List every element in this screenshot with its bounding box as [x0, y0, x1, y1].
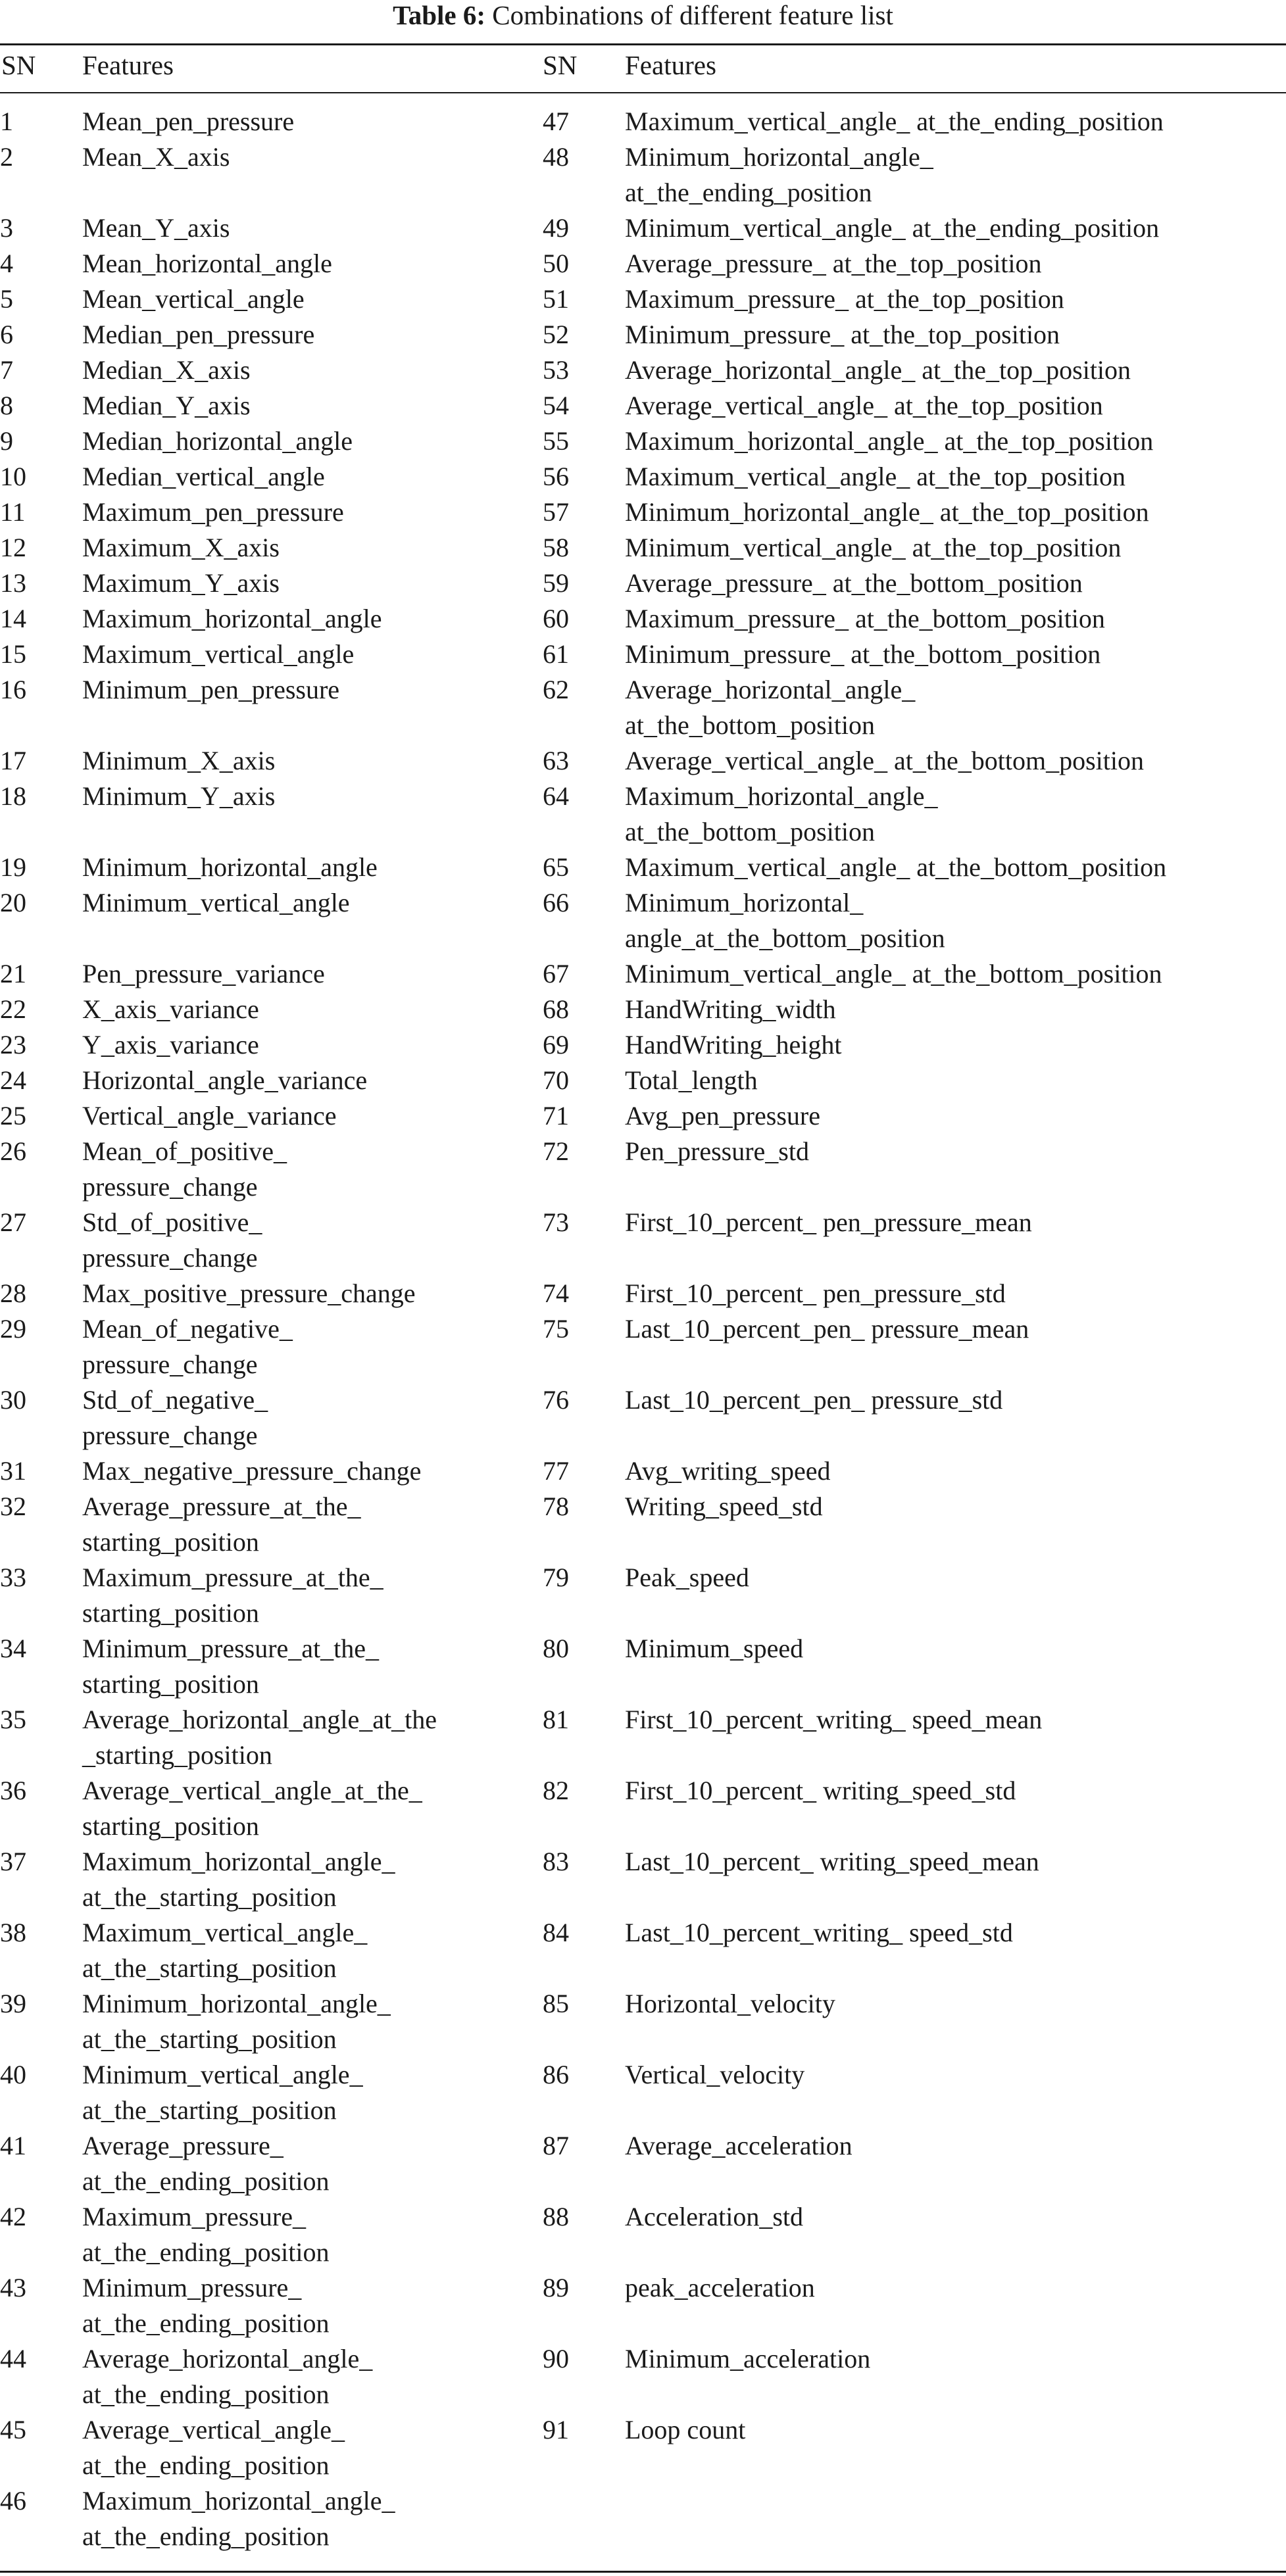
feature-right-cell: Minimum_vertical_angle_ at_the_bottom_position [625, 959, 1162, 988]
sn-right-cell: 54 [543, 391, 569, 420]
feature-left-cell: Minimum_vertical_angle_ at_the_starting_position [82, 2060, 363, 2125]
sn-left-cell: 12 [0, 533, 26, 562]
feature-left-cell: Maximum_X_axis [82, 533, 280, 562]
table-row [0, 956, 1286, 992]
sn-left-cell: 35 [0, 1705, 26, 1734]
feature-left-cell: Maximum_horizontal_angle_ at_the_starting_position [82, 1847, 395, 1912]
feature-right-cell: Vertical_velocity [625, 2060, 805, 2089]
sn-right-cell: 71 [543, 1101, 569, 1130]
table-row [0, 246, 1286, 281]
feature-right-cell: Avg_pen_pressure [625, 1101, 820, 1130]
feature-left-cell: Mean_pen_pressure [82, 107, 295, 136]
sn-right-cell: 72 [543, 1136, 569, 1166]
table-row [0, 1986, 1286, 2057]
sn-left-cell: 38 [0, 1918, 26, 1947]
sn-right-cell: 78 [543, 1492, 569, 1521]
feature-right-cell: Last_10_percent_writing_ speed_std [625, 1918, 1013, 1947]
feature-left-cell: Pen_pressure_variance [82, 959, 325, 988]
sn-right-cell: 86 [543, 2060, 569, 2089]
table-row [0, 1844, 1286, 1915]
sn-left-cell: 10 [0, 462, 26, 491]
feature-right-cell: First_10_percent_ pen_pressure_mean [625, 1207, 1032, 1237]
table-row [0, 1631, 1286, 1702]
table-row [0, 566, 1286, 601]
table-row [0, 1453, 1286, 1489]
sn-right-cell: 53 [543, 355, 569, 385]
feature-right-cell: First_10_percent_ writing_speed_std [625, 1776, 1016, 1805]
table-row [0, 352, 1286, 388]
sn-right-cell: 82 [543, 1776, 569, 1805]
feature-left-cell: Average_vertical_angle_at_the_ starting_position [82, 1776, 422, 1841]
table-row [0, 1098, 1286, 1134]
feature-right-cell: Minimum_horizontal_angle_ at_the_ending_position [625, 142, 933, 207]
table-caption-text: Combinations of different feature list [492, 0, 893, 30]
table-row [0, 1560, 1286, 1631]
feature-right-cell: Average_horizontal_angle_ at_the_top_position [625, 355, 1131, 385]
feature-left-cell: Average_pressure_at_the_ starting_position [82, 1492, 361, 1557]
feature-left-cell: Minimum_vertical_angle [82, 888, 350, 917]
sn-right-cell: 52 [543, 320, 569, 349]
sn-left-cell: 15 [0, 639, 26, 669]
table-row [0, 2128, 1286, 2199]
table-row [0, 779, 1286, 850]
feature-right-cell: HandWriting_height [625, 1030, 842, 1059]
sn-right-cell [543, 2483, 625, 2554]
sn-left-cell: 25 [0, 1101, 26, 1130]
sn-left-cell: 44 [0, 2344, 26, 2373]
sn-left-cell: 14 [0, 604, 26, 633]
feature-right-cell: Minimum_pressure_ at_the_bottom_position [625, 639, 1101, 669]
sn-left-cell: 7 [0, 355, 13, 385]
feature-right-cell: Maximum_vertical_angle_ at_the_top_position [625, 462, 1125, 491]
feature-right-cell: Minimum_vertical_angle_ at_the_ending_position [625, 213, 1160, 243]
feature-right-cell: Average_vertical_angle_ at_the_bottom_position [625, 746, 1145, 775]
table-row [0, 424, 1286, 459]
sn-left-cell: 34 [0, 1634, 26, 1663]
sn-left-cell: 37 [0, 1847, 26, 1876]
feature-right-cell: Pen_pressure_std [625, 1136, 809, 1166]
feature-right-cell: peak_acceleration [625, 2273, 815, 2302]
sn-left-cell: 16 [0, 675, 26, 704]
sn-right-cell: 76 [543, 1385, 569, 1415]
feature-right-cell: Maximum_vertical_angle_ at_the_bottom_position [625, 852, 1167, 882]
feature-right-cell: Minimum_horizontal_ angle_at_the_bottom_position [625, 888, 945, 953]
feature-right-cell: Writing_speed_std [625, 1492, 823, 1521]
sn-right-cell: 90 [543, 2344, 569, 2373]
feature-right-cell: Average_horizontal_angle_ at_the_bottom_position [625, 675, 916, 740]
sn-left-cell: 11 [0, 497, 26, 527]
feature-right-cell: Average_pressure_ at_the_top_position [625, 249, 1042, 278]
feature-right-cell: Maximum_pressure_ at_the_bottom_position [625, 604, 1105, 633]
feature-left-cell: Minimum_pressure_at_the_ starting_position [82, 1634, 380, 1699]
table-row [0, 281, 1286, 317]
sn-right-cell: 49 [543, 213, 569, 243]
feature-right-cell: Peak_speed [625, 1563, 749, 1592]
feature-left-cell: Maximum_vertical_angle [82, 639, 355, 669]
sn-right-cell: 87 [543, 2131, 569, 2160]
sn-left-cell: 36 [0, 1776, 26, 1805]
sn-left-cell: 28 [0, 1278, 26, 1308]
feature-left-cell: Maximum_vertical_angle_ at_the_starting_position [82, 1918, 368, 1983]
sn-right-cell: 73 [543, 1207, 569, 1237]
sn-left-cell: 32 [0, 1492, 26, 1521]
table-row [0, 1134, 1286, 1205]
feature-left-cell: Median_pen_pressure [82, 320, 315, 349]
sn-right-cell: 91 [543, 2415, 569, 2444]
table-row [0, 530, 1286, 566]
sn-left-cell: 31 [0, 1456, 26, 1486]
sn-left-cell: 46 [0, 2486, 26, 2515]
table-row [0, 1311, 1286, 1382]
feature-left-cell: Mean_Y_axis [82, 213, 230, 243]
sn-left-cell: 23 [0, 1030, 26, 1059]
table-row [0, 672, 1286, 743]
table-row [0, 1773, 1286, 1844]
feature-right-cell: Last_10_percent_pen_ pressure_mean [625, 1314, 1029, 1344]
sn-left-cell: 13 [0, 568, 26, 598]
sn-left-cell: 19 [0, 852, 26, 882]
table-row [0, 1063, 1286, 1098]
sn-left-cell: 18 [0, 781, 26, 811]
table-row [0, 495, 1286, 530]
feature-left-cell: Maximum_pen_pressure [82, 497, 344, 527]
table-top-rule [0, 43, 1286, 45]
feature-right-cell: Maximum_pressure_ at_the_top_position [625, 284, 1064, 314]
table-row [0, 850, 1286, 885]
sn-right-cell: 81 [543, 1705, 569, 1734]
feature-left-cell: Average_vertical_angle_ at_the_ending_position [82, 2415, 345, 2480]
sn-right-cell: 74 [543, 1278, 569, 1308]
table-row [0, 2270, 1286, 2341]
table-row [0, 317, 1286, 352]
table-row [0, 1027, 1286, 1063]
sn-left-cell: 45 [0, 2415, 26, 2444]
feature-left-cell: Vertical_angle_variance [82, 1101, 337, 1130]
table-row [0, 1702, 1286, 1773]
sn-left-cell: 3 [0, 213, 13, 243]
sn-right-cell: 63 [543, 746, 569, 775]
table-bottom-rule [0, 2571, 1286, 2573]
sn-right-cell: 83 [543, 1847, 569, 1876]
feature-right-cell: Acceleration_std [625, 2202, 803, 2231]
table-row [0, 601, 1286, 637]
sn-left-cell: 5 [0, 284, 13, 314]
feature-left-cell: Maximum_pressure_ at_the_ending_position [82, 2202, 330, 2267]
sn-left-cell: 41 [0, 2131, 26, 2160]
sn-left-cell: 43 [0, 2273, 26, 2302]
sn-right-cell: 58 [543, 533, 569, 562]
table-row [0, 2199, 1286, 2270]
table-header-rule [0, 92, 1286, 93]
sn-right-cell: 85 [543, 1989, 569, 2018]
feature-left-cell: Average_pressure_ at_the_ending_position [82, 2131, 330, 2196]
sn-left-cell: 22 [0, 994, 26, 1024]
table-row [0, 2483, 1286, 2554]
feature-left-cell: Maximum_pressure_at_the_ starting_position [82, 1563, 383, 1628]
sn-right-cell: 65 [543, 852, 569, 882]
table-row [0, 1205, 1286, 1276]
header-sn-right: SN [543, 50, 578, 80]
header-sn-left: SN [1, 50, 36, 80]
feature-right-cell: Average_vertical_angle_ at_the_top_position [625, 391, 1103, 420]
sn-right-cell: 60 [543, 604, 569, 633]
sn-left-cell: 33 [0, 1563, 26, 1592]
feature-left-cell: Median_horizontal_angle [82, 426, 353, 456]
feature-right-cell: Average_pressure_ at_the_bottom_position [625, 568, 1083, 598]
sn-left-cell: 2 [0, 142, 13, 172]
sn-left-cell: 39 [0, 1989, 26, 2018]
feature-right-cell: Minimum_horizontal_angle_ at_the_top_position [625, 497, 1149, 527]
sn-right-cell: 80 [543, 1634, 569, 1663]
feature-left-cell: Minimum_X_axis [82, 746, 276, 775]
feature-left-cell: Mean_of_negative_ pressure_change [82, 1314, 293, 1379]
sn-right-cell: 64 [543, 781, 569, 811]
feature-left-cell: Median_Y_axis [82, 391, 251, 420]
feature-right-cell: Last_10_percent_pen_ pressure_std [625, 1385, 1003, 1415]
feature-right-cell: First_10_percent_ pen_pressure_std [625, 1278, 1006, 1308]
sn-right-cell: 89 [543, 2273, 569, 2302]
sn-right-cell: 62 [543, 675, 569, 704]
table-row [0, 139, 1286, 210]
feature-left-cell: Maximum_horizontal_angle_ at_the_ending_position [82, 2486, 395, 2551]
sn-right-cell: 70 [543, 1065, 569, 1095]
sn-left-cell: 42 [0, 2202, 26, 2231]
feature-left-cell: Horizontal_angle_variance [82, 1065, 368, 1095]
feature-left-cell: Mean_X_axis [82, 142, 230, 172]
sn-left-cell: 8 [0, 391, 13, 420]
table-row [0, 2341, 1286, 2412]
table-row [0, 459, 1286, 495]
sn-right-cell: 50 [543, 249, 569, 278]
sn-left-cell: 24 [0, 1065, 26, 1095]
feature-right-cell: Total_length [625, 1065, 758, 1095]
feature-right-cell: Minimum_pressure_ at_the_top_position [625, 320, 1060, 349]
sn-left-cell: 40 [0, 2060, 26, 2089]
table-row [0, 210, 1286, 246]
feature-right-cell: Last_10_percent_ writing_speed_mean [625, 1847, 1039, 1876]
feature-left-cell: Std_of_negative_ pressure_change [82, 1385, 268, 1450]
sn-left-cell: 29 [0, 1314, 26, 1344]
sn-right-cell: 55 [543, 426, 569, 456]
table-row [0, 2412, 1286, 2483]
table-row [0, 1276, 1286, 1311]
feature-left-cell: Minimum_horizontal_angle_ at_the_starting_position [82, 1989, 391, 2054]
feature-left-cell: Minimum_Y_axis [82, 781, 276, 811]
sn-right-cell: 59 [543, 568, 569, 598]
table-row [0, 743, 1286, 779]
sn-right-cell: 56 [543, 462, 569, 491]
sn-left-cell: 26 [0, 1136, 26, 1166]
table-row [0, 1382, 1286, 1453]
sn-right-cell: 57 [543, 497, 569, 527]
feature-left-cell: Mean_of_positive_ pressure_change [82, 1136, 287, 1202]
feature-right-cell [625, 2483, 1286, 2554]
sn-right-cell: 75 [543, 1314, 569, 1344]
table-row [0, 1489, 1286, 1560]
feature-left-cell: Average_horizontal_angle_at_the _starting_position [82, 1705, 437, 1770]
sn-right-cell: 66 [543, 888, 569, 917]
sn-right-cell: 77 [543, 1456, 569, 1486]
feature-right-cell: Loop count [625, 2415, 746, 2444]
feature-right-cell: Minimum_speed [625, 1634, 804, 1663]
sn-right-cell: 84 [543, 1918, 569, 1947]
sn-right-cell: 69 [543, 1030, 569, 1059]
feature-right-cell: Maximum_vertical_angle_ at_the_ending_position [625, 107, 1164, 136]
feature-left-cell: Max_negative_pressure_change [82, 1456, 422, 1486]
feature-left-cell: Mean_vertical_angle [82, 284, 305, 314]
sn-right-cell: 68 [543, 994, 569, 1024]
feature-left-cell: Std_of_positive_ pressure_change [82, 1207, 262, 1273]
sn-left-cell: 4 [0, 249, 13, 278]
feature-right-cell: Average_acceleration [625, 2131, 853, 2160]
sn-left-cell: 1 [0, 107, 13, 136]
feature-left-cell: Average_horizontal_angle_ at_the_ending_position [82, 2344, 373, 2409]
feature-right-cell: Maximum_horizontal_angle_ at_the_top_position [625, 426, 1154, 456]
feature-right-cell: Avg_writing_speed [625, 1456, 831, 1486]
table-row [0, 637, 1286, 672]
feature-left-cell: Minimum_pen_pressure [82, 675, 340, 704]
feature-right-cell: First_10_percent_writing_ speed_mean [625, 1705, 1043, 1734]
table-row [0, 885, 1286, 956]
table-row [0, 388, 1286, 424]
feature-left-cell: Median_X_axis [82, 355, 251, 385]
table-caption-label: Table 6: [393, 0, 486, 30]
sn-left-cell: 20 [0, 888, 26, 917]
sn-left-cell: 6 [0, 320, 13, 349]
table-row [0, 1915, 1286, 1986]
sn-right-cell: 51 [543, 284, 569, 314]
sn-left-cell: 21 [0, 959, 26, 988]
table-row [0, 992, 1286, 1027]
feature-left-cell: X_axis_variance [82, 994, 259, 1024]
feature-left-cell: Maximum_horizontal_angle [82, 604, 382, 633]
feature-left-cell: Y_axis_variance [82, 1030, 259, 1059]
feature-right-cell: HandWriting_width [625, 994, 836, 1024]
sn-right-cell: 67 [543, 959, 569, 988]
feature-left-cell: Minimum_horizontal_angle [82, 852, 378, 882]
feature-right-cell: Horizontal_velocity [625, 1989, 835, 2018]
feature-left-cell: Minimum_pressure_ at_the_ending_position [82, 2273, 330, 2338]
feature-right-cell: Minimum_vertical_angle_ at_the_top_position [625, 533, 1122, 562]
sn-left-cell: 30 [0, 1385, 26, 1415]
feature-left-cell: Median_vertical_angle [82, 462, 325, 491]
table-caption [0, 0, 1286, 41]
sn-left-cell: 17 [0, 746, 26, 775]
sn-right-cell: 61 [543, 639, 569, 669]
feature-left-cell: Max_positive_pressure_change [82, 1278, 416, 1308]
table-row [0, 2057, 1286, 2128]
header-features-right: Features [625, 50, 716, 80]
feature-left-cell: Maximum_Y_axis [82, 568, 280, 598]
feature-table [0, 104, 1286, 2554]
sn-left-cell: 27 [0, 1207, 26, 1237]
sn-right-cell: 79 [543, 1563, 569, 1592]
feature-right-cell: Maximum_horizontal_angle_ at_the_bottom_position [625, 781, 938, 846]
sn-right-cell: 47 [543, 107, 569, 136]
sn-left-cell: 9 [0, 426, 13, 456]
sn-right-cell: 88 [543, 2202, 569, 2231]
feature-right-cell: Minimum_acceleration [625, 2344, 871, 2373]
header-features-left: Features [82, 50, 174, 80]
sn-right-cell: 48 [543, 142, 569, 172]
table-row [0, 104, 1286, 139]
feature-left-cell: Mean_horizontal_angle [82, 249, 332, 278]
